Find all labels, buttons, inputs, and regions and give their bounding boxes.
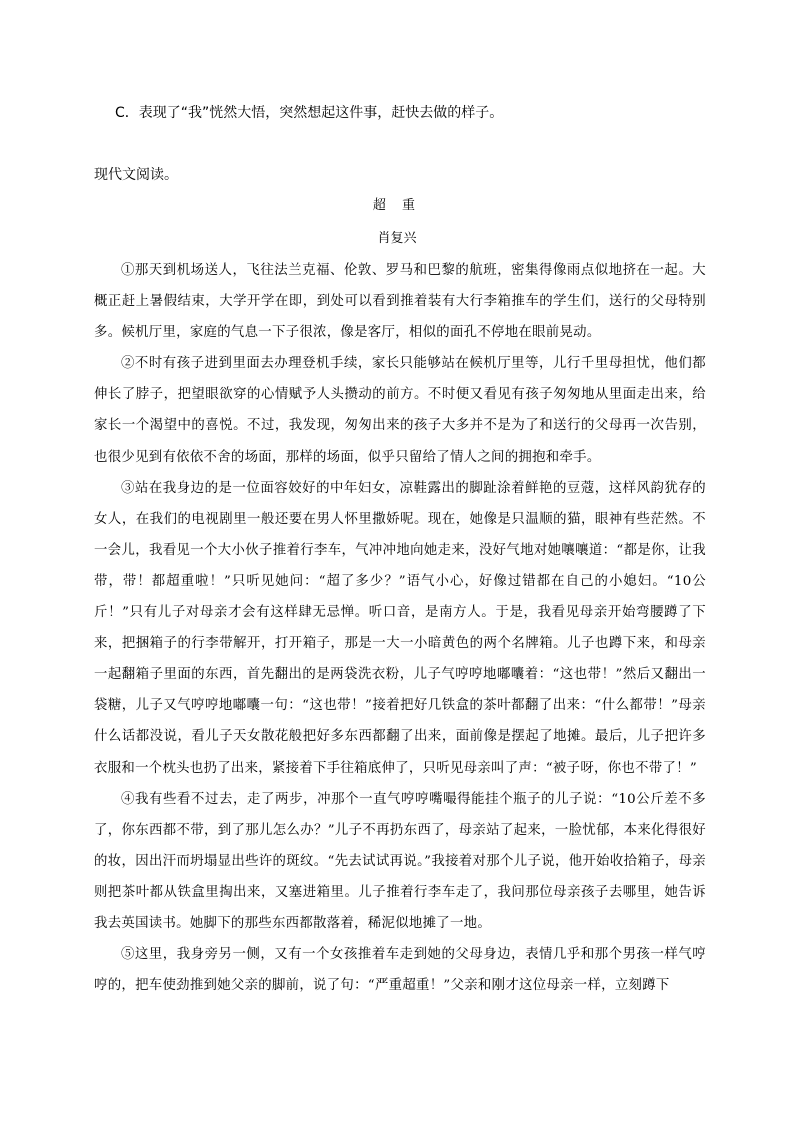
article-title: 超 重 [372,198,422,213]
article-body [94,255,706,1001]
paragraph-2: ②不时有孩子进到里面去办理登机手续，家长只能够站在候机厅里等，儿行千里母担忧，他们都伸长了脖子，把望眼欲穿的心情赋予人头攒动的前方。不时便又看见有孩子匆匆地从里面走出来，给家长一个渴望中的喜悦。不过，我发现，匆匆出来的孩子大多并不是为了和送行的父母再一次告别，也很少见到有依依不舍的场面，那样的场面，似乎只留给了情人之间的拥抱和牵手。 [94,356,706,465]
section-label: 现代文阅读。 [94,167,178,183]
paragraph-1: ①那天到机场送人，飞往法兰克福、伦敦、罗马和巴黎的航班，密集得像雨点似地挤在一起。大概正赶上暑假结束，大学开学在即，到处可以看到推着装有大行李箱推车的学生们，送行的父母特别多。候机厅里，家庭的气息一下子很浓，像是客厅，相似的面孔不停地在眼前晃动。 [94,263,706,341]
paragraph-5: ⑤这里，我身旁另一侧，又有一个女孩推着车走到她的父母身边，表情几乎和那个男孩一样气哼哼的，把车使劲推到她父亲的脚前，说了句：“严重超重！”父亲和刚才这位母亲一样，立刻蹲下 [94,947,706,994]
answer-option-c: C．表现了“我”恍然大悟，突然想起这件事，赶快去做的样子。 [115,105,504,121]
paragraph-4: ④我有些看不过去，走了两步，冲那个一直气哼哼嘴嘬得能挂个瓶子的儿子说：“10公斤差不多了，你东西都不带，到了那儿怎么办？”儿子不再扔东西了，母亲站了起来，一脸忧郁，本来化得很好的妆，因出汗而坍塌显出些许的斑纹。“先去试试再说。”我接着对那个儿子说，他开始收拾箱子，母亲则把茶叶都从铁盒里掏出来，又塞进箱里。儿子推着行李车走了，我问那位母亲孩子去哪里，她告诉我去英国读书。她脚下的那些东西都散落着，稀泥似地摊了一地。 [94,791,706,931]
paragraph-3: ③站在我身边的是一位面容姣好的中年妇女，凉鞋露出的脚趾涂着鲜艳的豆蔻，这样风韵犹存的女人，在我们的电视剧里一般还要在男人怀里撒娇呢。现在，她像是只温顺的猫，眼神有些茫然。不一会儿，我看见一个大小伙子推着行李车，气冲冲地向她走来，没好气地对她嚷嚷道：“都是你，让我带，带！都超重啦！”只听见她问：“超了多少？”语气小心，好像过错都在自己的小媳妇。“10公斤！”只有儿子对母亲才会有这样肆无忌惮。听口音，是南方人。于是，我看见母亲开始弯腰蹲了下来，把捆箱子的行李带解开，打开箱子，那是一大一小暗黄色的两个名牌箱。儿子也蹲下来，和母亲一起翻箱子里面的东西，首先翻出的是两袋洗衣粉，儿子气哼哼地嘟囔着：“这也带！”然后又翻出一袋糖，儿子又气哼哼地嘟囔一句：“这也带！”接着把好几铁盒的茶叶都翻了出来：“什么都带！”母亲什么话都没说，看儿子天女散花般把好多东西都翻了出来，面前像是摆起了地摊。最后，儿子把许多衣服和一个枕头也扔了出来，紧接着下手往箱底伸了，只听见母亲叫了声：“被子呀，你也不带了！” [94,480,706,776]
article-author: 肖复兴 [377,231,417,246]
